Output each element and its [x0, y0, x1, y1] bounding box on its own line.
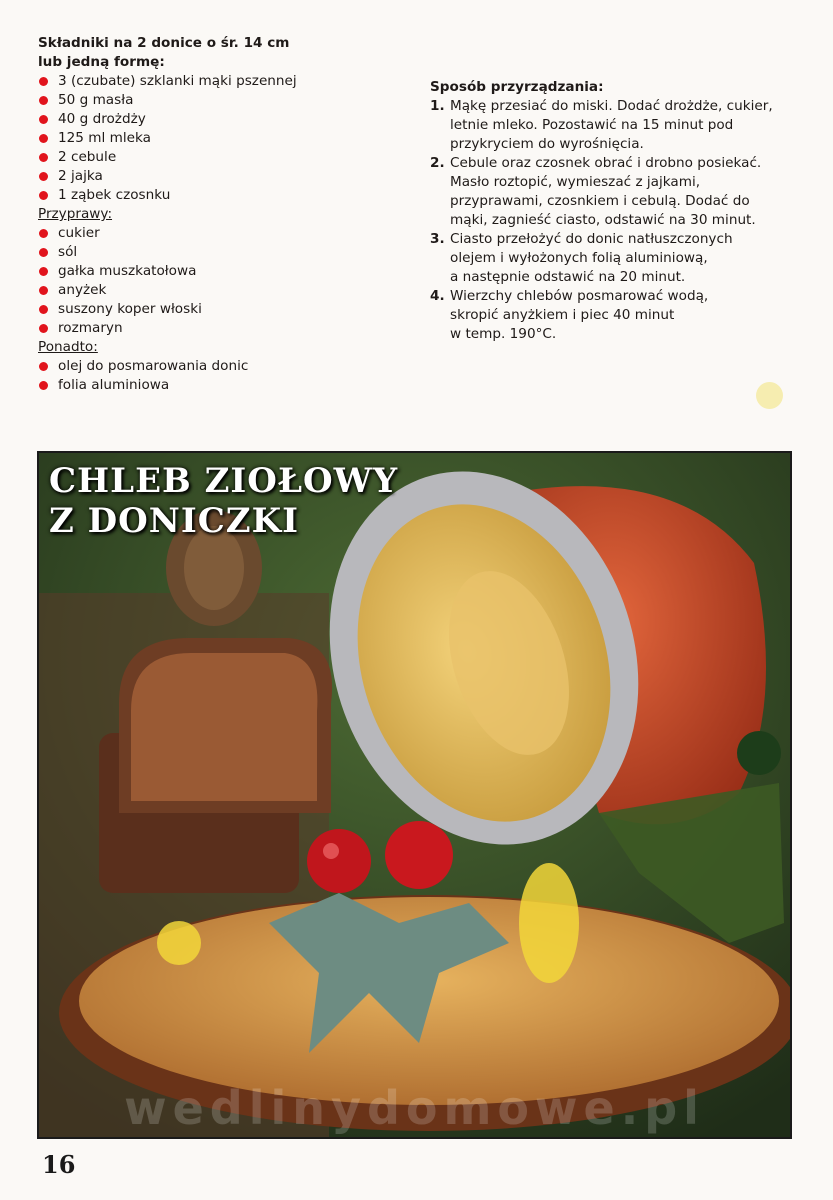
ingredients-section	[38, 34, 368, 395]
method-section	[430, 78, 802, 344]
spices-list	[38, 224, 368, 338]
spices-heading: Przyprawy:	[38, 206, 113, 222]
extra-item: olej do posmarowania donic	[38, 357, 368, 376]
watermark: wedlinydomowe.pl	[124, 1081, 705, 1135]
red-fruit	[385, 821, 453, 889]
step-line: skropić anyżkiem i piec 40 minut	[450, 307, 675, 323]
spice-item: rozmaryn	[38, 319, 368, 338]
step-line: w temp. 190°C.	[450, 326, 557, 342]
decorative-dot	[756, 382, 783, 409]
extra-item: folia aluminiowa	[38, 376, 368, 395]
method-steps	[430, 97, 802, 344]
red-fruit	[307, 829, 371, 893]
recipe-title-line: CHLEB ZIOŁOWY	[49, 461, 399, 501]
step-line: Masło roztopić, wymieszać z jajkami,	[450, 174, 701, 190]
ingredients-title-line: lub jedną formę:	[38, 54, 165, 70]
spice-item: sól	[38, 243, 368, 262]
method-title: Sposób przyrządzania:	[430, 79, 604, 95]
step-line: Cebule oraz czosnek obrać i drobno posiekać.	[450, 155, 762, 171]
recipe-title	[49, 461, 398, 541]
spice-item: gałka muszkatołowa	[38, 262, 368, 281]
ingredient-item: 125 ml mleka	[38, 129, 368, 148]
step-line: a następnie odstawić na 20 minut.	[450, 269, 686, 285]
spice-item: anyżek	[38, 281, 368, 300]
ingredient-item: 3 (czubate) szklanki mąki pszennej	[38, 72, 368, 91]
method-step	[430, 287, 802, 344]
step-line: olejem i wyłożonych folią aluminiową,	[450, 250, 708, 266]
bread-slice-crumb	[131, 653, 317, 801]
step-line: Wierzchy chlebów posmarować wodą,	[450, 288, 709, 304]
recipe-title-line: Z DONICZKI	[49, 501, 300, 541]
method-step	[430, 97, 802, 154]
step-number: 2.	[430, 155, 445, 171]
christmas-ornament	[737, 731, 781, 775]
step-line: mąki, zagnieść ciasto, odstawić na 30 minut.	[450, 212, 756, 228]
ingredient-item: 40 g drożdży	[38, 110, 368, 129]
recipe-photo	[37, 451, 792, 1139]
step-line: Ciasto przełożyć do donic natłuszczonych	[450, 231, 733, 247]
page-number: 16	[42, 1150, 76, 1179]
ingredient-item: 1 ząbek czosnku	[38, 186, 368, 205]
step-line: letnie mleko. Pozostawić na 15 minut pod	[450, 117, 734, 133]
ingredients-list	[38, 72, 368, 205]
step-number: 3.	[430, 231, 445, 247]
chopped-yellow	[157, 921, 201, 965]
step-number: 4.	[430, 288, 445, 304]
step-line: przyprawami, czosnkiem i cebulą. Dodać do	[450, 193, 750, 209]
chopped-yellow	[519, 863, 579, 983]
spice-item: cukier	[38, 224, 368, 243]
ingredients-title-line: Składniki na 2 donice o śr. 14 cm	[38, 35, 290, 51]
method-step	[430, 154, 802, 230]
step-line: Mąkę przesiać do miski. Dodać drożdże, cukier,	[450, 98, 773, 114]
step-line: przykryciem do wyrośnięcia.	[450, 136, 644, 152]
ingredients-title	[38, 34, 368, 72]
ingredient-item: 2 cebule	[38, 148, 368, 167]
spice-item: suszony koper włoski	[38, 300, 368, 319]
fruit-highlight	[323, 843, 339, 859]
ingredient-item: 50 g masła	[38, 91, 368, 110]
ingredient-item: 2 jajka	[38, 167, 368, 186]
bread-illustration	[39, 453, 790, 1137]
extra-list	[38, 357, 368, 395]
step-number: 1.	[430, 98, 445, 114]
method-step	[430, 230, 802, 287]
extra-heading: Ponadto:	[38, 339, 98, 355]
